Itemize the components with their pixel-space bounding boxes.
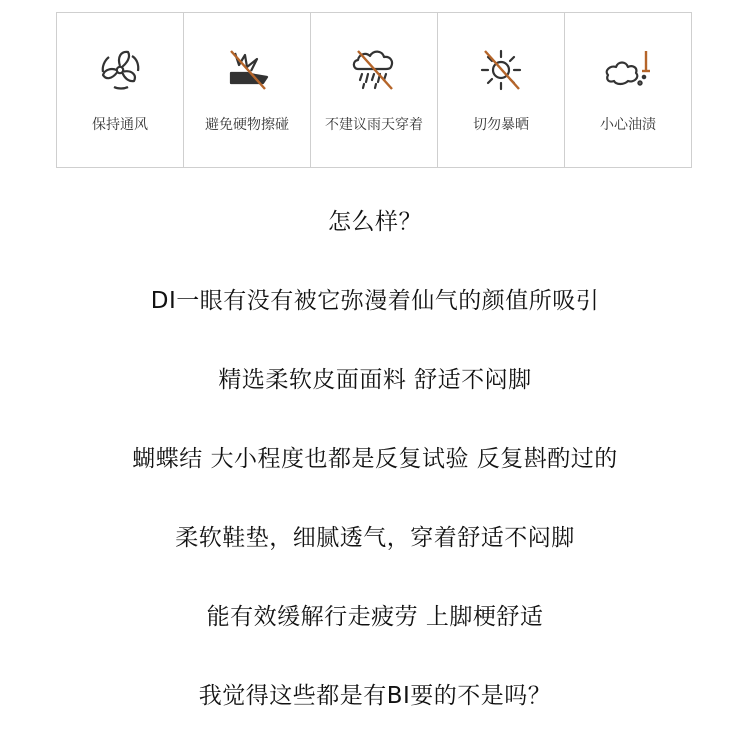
no-sun-icon — [471, 45, 531, 95]
care-item-oil-stain — [565, 13, 691, 167]
oil-stain-icon — [598, 45, 658, 95]
care-item-ventilation — [57, 13, 184, 167]
care-item-no-sun — [438, 13, 565, 167]
description-line: 柔软鞋垫，细腻透气，穿着舒适不闷脚 — [175, 525, 575, 551]
description-line: DI一眼有没有被它弥漫着仙气的颜值所吸引 — [150, 288, 600, 314]
no-scrape-icon — [217, 45, 277, 95]
care-label: 不建议雨天穿着 — [325, 117, 423, 133]
fan-icon — [90, 45, 150, 95]
no-rain-icon — [344, 45, 404, 95]
care-label: 避免硬物擦碰 — [205, 117, 289, 133]
care-item-avoid-scrape — [184, 13, 311, 167]
care-label: 切勿暴晒 — [473, 117, 529, 133]
description-line: 怎么样？ — [328, 209, 422, 235]
description-line: 精选柔软皮面面料 舒适不闷脚 — [218, 367, 532, 393]
description-line: 我觉得这些都是有BI要的不是吗？ — [198, 683, 552, 709]
description-line: 蝴蝶结 大小程度也都是反复试验 反复斟酌过的 — [132, 446, 618, 472]
care-item-no-rain — [311, 13, 438, 167]
care-instructions-strip — [56, 12, 692, 168]
care-label: 保持通风 — [92, 117, 148, 133]
description-line: 能有效缓解行走疲劳 上脚梗舒适 — [206, 604, 544, 630]
care-label: 小心油渍 — [600, 117, 656, 133]
